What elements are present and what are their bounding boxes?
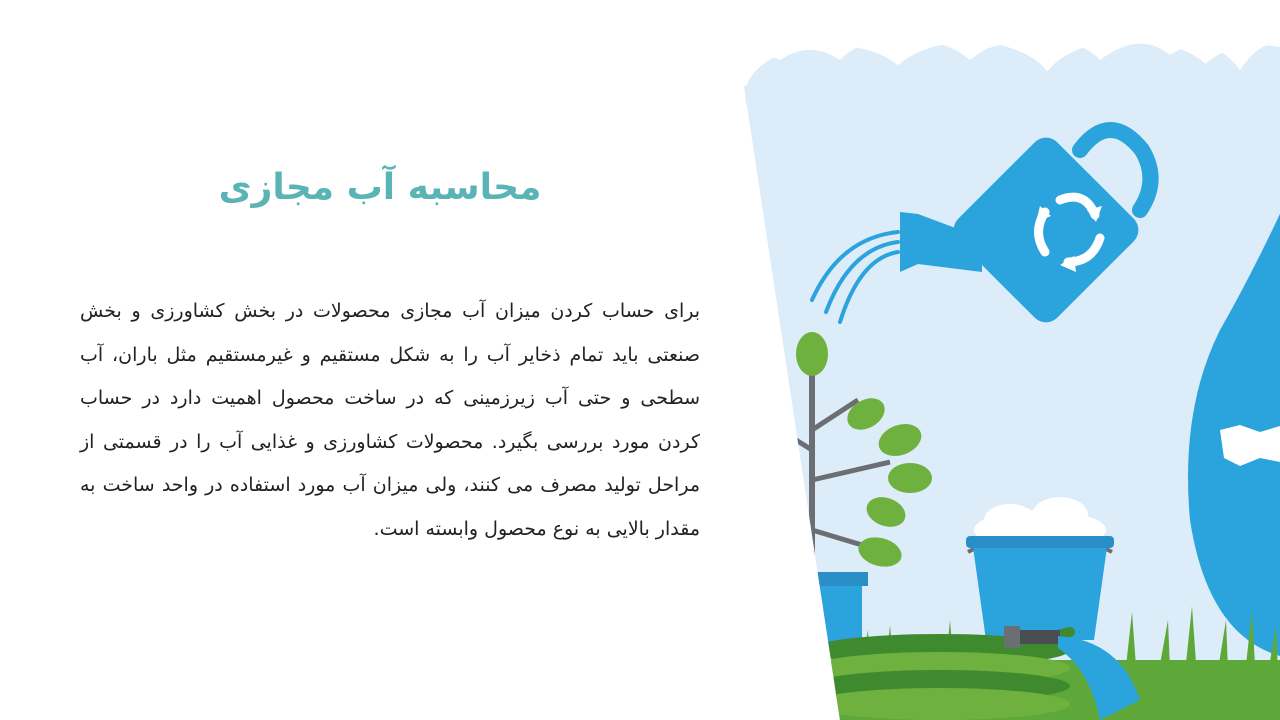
slide-title: محاسبه آب مجازی xyxy=(218,167,542,208)
bucket-icon xyxy=(966,497,1114,640)
water-illustration xyxy=(740,0,1280,720)
hose-icon xyxy=(810,626,1070,720)
slide-body-text: برای حساب کردن میزان آب مجازی محصولات در بخش کشاورزی و بخش صنعتی باید تمام ذخایر آب را به شکل مستقیم و غیرمستقیم مثل باران، آب سطحی و حتی آب زیرزمینی که در ساخت محصول اهمیت دارد در حساب کردن مورد بررسی بگیرد. محصولات کشاورزی و غذایی آب را در قسمتی از مراحل تولید مصرف می کنند، ولی میزان آب مورد استفاده در واحد ساخت به مقدار بالایی به نوع محصول وابسته است. xyxy=(80,300,700,540)
